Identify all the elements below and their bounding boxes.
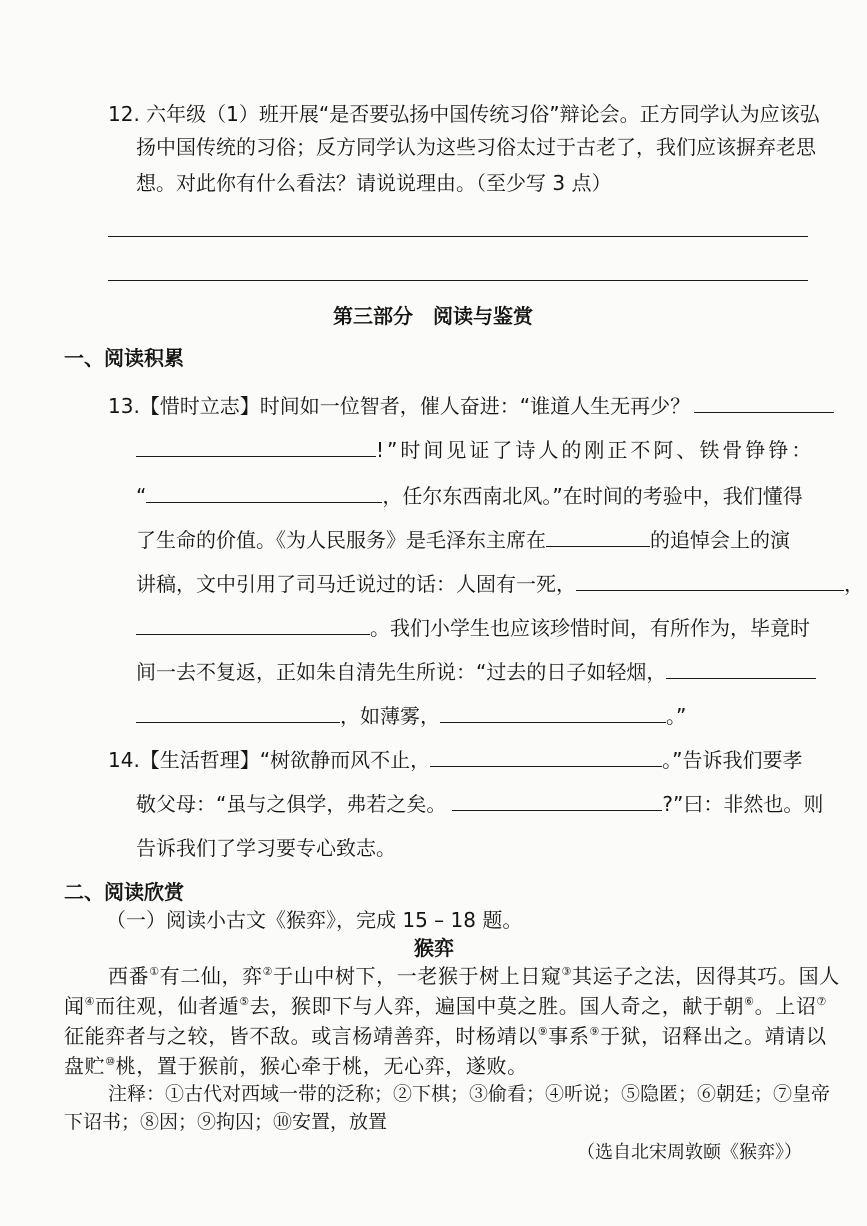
q13-text-4a: 了生命的价值。《为人民服务》是毛泽东主席在 <box>136 528 546 552</box>
passage-text: 闻 <box>64 994 85 1018</box>
q12-line-3: 想。对此你有什么看法？请说说理由。（至少写 3 点） <box>136 171 612 195</box>
q13-text-5b: ， <box>844 572 864 596</box>
footnote-marker: ⑥ <box>744 995 755 1008</box>
q13-line-3 <box>136 482 803 510</box>
answer-line-1[interactable] <box>108 236 808 237</box>
passage-source: （选自北宋周敦颐《猴弈》） <box>577 1142 802 1163</box>
q14-text-2a: 敬父母：“虽与之俱学，弗若之矣。 <box>136 792 447 816</box>
q14-line-1 <box>108 746 803 774</box>
q13-text-2: !”时间见证了诗人的刚正不阿、铁骨铮铮： <box>376 438 815 462</box>
q13-line-6 <box>136 614 810 642</box>
passage-text: 。上诏 <box>754 994 817 1018</box>
passage-line-4 <box>64 1052 528 1080</box>
blank-q13-7[interactable] <box>666 660 816 679</box>
passage-text: 事系 <box>548 1024 590 1048</box>
passage-text: 而往观，仙者遁 <box>95 994 240 1018</box>
section2-subheading: （一）阅读小古文《猴弈》，完成 15 – 18 题。 <box>106 908 523 932</box>
blank-q13-2[interactable] <box>136 438 376 457</box>
q12-line-1: 12. 六年级（1）班开展“是否要弘扬中国传统习俗”辩论会。正方同学认为应该弘 <box>108 102 820 126</box>
footnote-marker: ① <box>149 965 160 978</box>
q13-text-8b: 。” <box>666 704 687 728</box>
q14-text-2b: ?”曰：非然也。则 <box>662 792 824 816</box>
section1-heading: 一、阅读积累 <box>64 346 184 370</box>
q13-text-6: 。我们小学生也应该珍惜时间，有所作为，毕竟时 <box>370 616 810 640</box>
passage-text: 征能弈者与之较，皆不敌。或言杨靖善弈，时杨靖以 <box>64 1024 538 1048</box>
answer-line-2[interactable] <box>108 280 808 281</box>
blank-q13-5[interactable] <box>576 572 844 591</box>
footnote-marker: ⑩ <box>105 1055 116 1068</box>
q13-text-3: ，任尔东西南北风。”在时间的考验中，我们懂得 <box>382 484 803 508</box>
blank-q13-3[interactable] <box>146 484 382 503</box>
q13-quote-open: “ <box>136 484 147 508</box>
q13-line-8 <box>136 702 686 730</box>
blank-q13-1[interactable] <box>694 394 834 413</box>
q14-line-2 <box>136 790 823 818</box>
blank-q14-1[interactable] <box>430 748 662 767</box>
footnote-marker: ③ <box>561 965 573 978</box>
footnote-marker: ② <box>262 965 274 978</box>
passage-text: 于山中树下，一老猴于树上日窥 <box>273 964 562 988</box>
q13-line-2 <box>136 436 814 464</box>
q13-line-1 <box>108 392 834 420</box>
blank-q14-2[interactable] <box>452 792 662 811</box>
blank-q13-4[interactable] <box>546 528 650 547</box>
notes-line-1: 注释：①古代对西域一带的泛称；②下棋；③偷看；④听说；⑤隐匿；⑥朝廷；⑦皇帝 <box>108 1083 831 1105</box>
footnote-marker: ⑨ <box>589 1025 600 1038</box>
blank-q13-9[interactable] <box>440 704 666 723</box>
q14-text-1a: 14.【生活哲理】“树欲静而风不止， <box>108 748 431 772</box>
q13-text-5a: 讲稿，文中引用了司马迁说过的话：人固有一死， <box>136 572 576 596</box>
blank-q13-6[interactable] <box>136 616 370 635</box>
footnote-marker: ④ <box>84 995 96 1008</box>
footnote-marker: ⑤ <box>239 995 250 1008</box>
q13-line-4 <box>136 526 790 554</box>
passage-text: 盘贮 <box>64 1054 106 1078</box>
passage-line-2 <box>64 992 827 1020</box>
passage-text: 于狱，诏释出之。靖请以 <box>599 1024 827 1048</box>
passage-line-3 <box>64 1022 827 1050</box>
passage-text: 桃，置于猴前，猴心牵于桃，无心弈，遂败。 <box>115 1054 528 1078</box>
q13-text-4b: 的追悼会上的演 <box>650 528 790 552</box>
passage-line-1 <box>108 962 840 990</box>
blank-q13-8[interactable] <box>136 704 340 723</box>
q13-text-1: 13.【惜时立志】时间如一位智者，催人奋进：“谁道人生无再少？ <box>108 394 691 418</box>
footnote-marker: ⑨ <box>537 1025 549 1038</box>
passage-text: 其运子之法，因得其巧。国人 <box>572 964 840 988</box>
q13-line-7 <box>136 658 816 686</box>
part3-title: 第三部分 阅读与鉴赏 <box>333 304 533 328</box>
q13-line-5 <box>136 570 864 598</box>
passage-text: 西番 <box>108 964 150 988</box>
notes-line-2: 下诏书；⑧因；⑨拘囚；⑩安置，放置 <box>64 1111 388 1133</box>
q14-line-3: 告诉我们了学习要专心致志。 <box>136 836 396 860</box>
passage-text: 去，猴即下与人弈，遍国中莫之胜。国人奇之，献于朝 <box>249 994 745 1018</box>
q13-text-7: 间一去不复返，正如朱自清先生所说：“过去的日子如轻烟， <box>136 660 667 684</box>
passage-title: 猴弈 <box>414 936 454 960</box>
q13-text-8a: ，如薄雾， <box>340 704 440 728</box>
q14-text-1b: 。”告诉我们要孝 <box>662 748 803 772</box>
passage-text: 有二仙，弈 <box>159 964 263 988</box>
section2-heading: 二、阅读欣赏 <box>64 880 184 904</box>
footnote-marker: ⑦ <box>816 995 827 1008</box>
q12-line-2: 扬中国传统的习俗；反方同学认为这些习俗太过于古老了，我们应该摒弃老思 <box>136 135 816 159</box>
